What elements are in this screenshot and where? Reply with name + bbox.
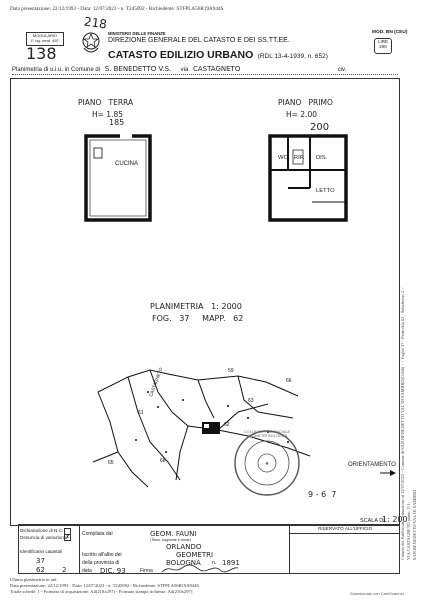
ministry-label: MINISTERO DELLE FINANZE [108,31,166,36]
decl-nc-label: Dichiarazione di N.C. [20,528,64,533]
decl-var-label: Denuncia di variazione [20,535,67,540]
planimetry-scale: PLANIMETRIA 1: 2000 [150,302,242,311]
first-room-letto: LETTO [316,188,335,194]
signature-label: Firma [140,568,153,574]
document-title [108,45,328,63]
presentation-header: Data presentazione: 22/12/1993 - Data: 12/07/2023 - n. T245092 - Richiedente: STFPLA56R19A944S [10,6,224,12]
svg-text:★: ★ [264,461,270,467]
first-floor-height-hand: 200 [310,122,330,133]
parcel-label-63: 63 [248,398,254,404]
side-text-3: SAN BENEDETTO VAL DI SAMBRO [412,489,417,560]
comune-value: S. BENEDETTO V.S. [104,65,172,73]
stamp-text: COLLEGIO PROVINCIALE GEOMETRI BOLOGNA [244,430,290,438]
catasto-title-ref: (RDL 13-4-1939, n. 652) [257,53,328,60]
mod-label: MOD. BN (CEU) [372,30,408,35]
author-title: GEOM. FAUNI [150,530,197,538]
province-label: della provincia di [82,560,120,566]
via-label: via [180,67,189,73]
date-value: DIC. 93 [100,567,126,575]
signature-icon [160,564,240,574]
number-value: 1891 [222,559,240,567]
ground-floor-title: PIANO TERRA [78,98,134,107]
first-room-dis: DIS. [316,155,328,161]
first-room-wc: WC [278,155,288,161]
province-value: BOLOGNA [166,559,201,567]
scale-label: SCALA DI [360,518,385,524]
planimetry-line [12,65,346,73]
first-floor-title: PIANO PRIMO [278,98,333,107]
parcel-label-castagneto: CASTAGNETO [148,366,164,398]
lire-box: LIRE 200 [374,38,392,54]
directorate-label: DIREZIONE GENERALE DEL CATASTO E DEI SS.TT.EE. [108,37,290,44]
reserved-label: RISERVATO ALL'UFFICIO [318,526,373,531]
parcel-label-66: 66 [286,378,292,384]
first-floor-height: H= 2.00 [286,110,318,119]
handwritten-number-left: 138 [26,44,57,63]
civ-label: civ. [337,67,347,73]
compiled-by-label: Compilata dal [82,531,113,537]
albo-label: Iscritto all'albo dei [82,552,122,558]
bottom-line-2: Totale schede: 1 - Formato di acquisizione: A4(210x297) - Formato stampa richiesto: A4(210x297) [10,589,193,594]
first-floor-plan [270,136,346,220]
author-name: ORLANDO [166,543,202,551]
bottom-right-note: Ultima planimetria in atti [10,577,57,582]
albo-value: GEOMETRI [176,551,214,559]
footer-fog: 37 [36,557,45,565]
floor-plans [60,128,360,228]
orientation-label: ORIENTAMENTO [348,462,396,468]
handwritten-number-top: 218 [83,14,108,32]
north-arrow-icon [380,468,396,478]
name-hint: (Titolo, cognome e nome) [150,538,191,542]
ground-floor-height: H= 1.85 [92,110,124,119]
id-label: Identificativi catastali [20,549,63,554]
bottom-line-1: Data presentazione: 22/12/1993 - Data: 12/07/2023 - n. T245092 - Richiedente: STFPLA56R19A944S [10,583,199,588]
camscanner-watermark: Scansionato con CamScanner [350,591,405,596]
date-label: data [82,568,92,574]
republic-emblem-icon [80,30,102,56]
number-label: n. [212,560,217,566]
first-room-rip: RIP. [294,155,305,161]
planimetry-label: Planimetria di u.i.u. in Comune di [12,67,101,73]
ground-floor-plan [86,136,150,220]
modulario-box: MODULARIO F. rig. rend. 497 [26,32,64,46]
parcel-label-65: 65 [108,460,114,466]
official-stamp-icon [232,428,302,498]
via-value: CASTAGNETO [192,65,241,73]
decl-var-checkbox[interactable]: ✗ [65,534,71,541]
ground-floor-height-hand: 185 [109,118,125,127]
side-text-2: VIA CASTAGNETO piano: T-1; [406,502,411,560]
stamp-numbers: 9 - 6 7 [308,490,337,499]
parcel-label-61: 61 [138,410,144,416]
catasto-title: CATASTO EDILIZIO URBANO [108,49,254,61]
footer-map: 62 [36,566,45,574]
footer-sub: 2 [62,566,67,574]
parcel-label-68: 68 [160,458,166,464]
parcel-label-59: 59 [228,368,234,374]
planimetry-underline [12,74,398,75]
fog-mapp: FOG. 37 MAPP. 62 [152,314,244,323]
scale-value: 1: 200 [382,515,408,524]
parcel-label-62: 62 [224,422,230,428]
side-text-1: Catasto dei Fabbricati - Situazione al 12/07/2023 - Comune di SAN BENEDETTO VAL DI SAMBRO(G566) - < Foglio 37 - Particella 62 - Subalterno 2 > [400,287,405,560]
ground-room-kitchen: CUCINA [115,161,139,167]
